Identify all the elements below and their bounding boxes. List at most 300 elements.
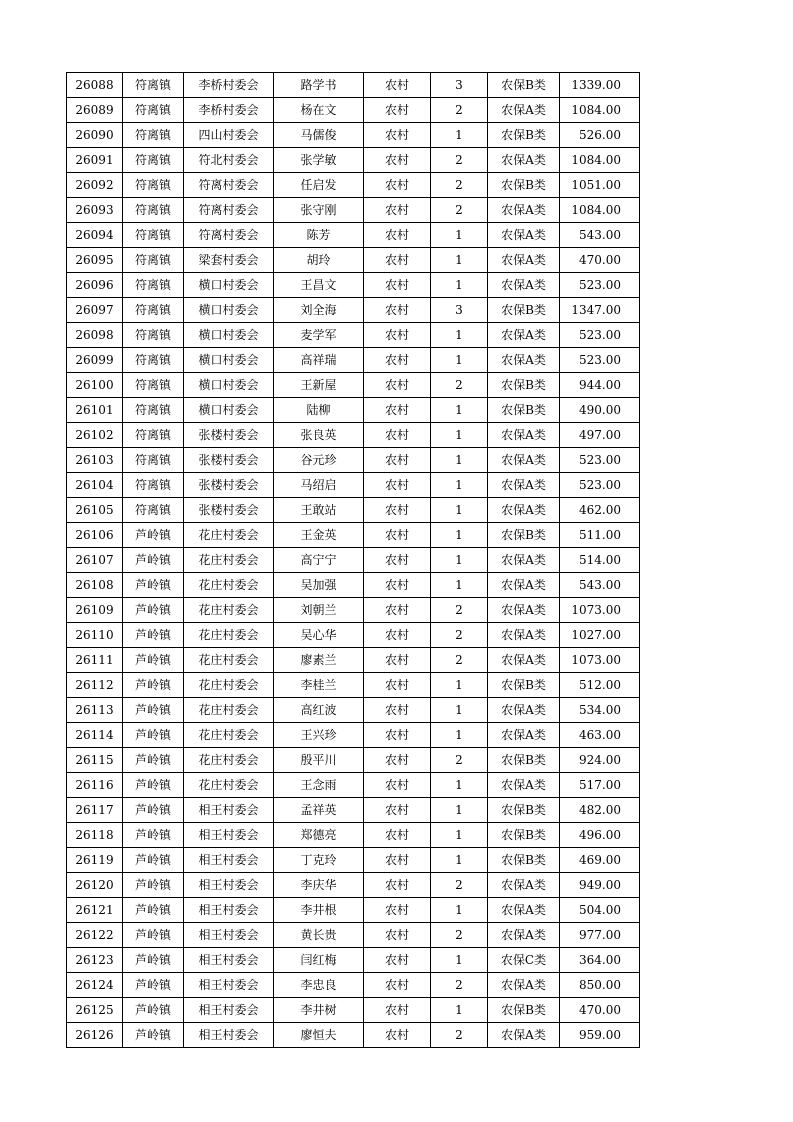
village-committee-cell: 相王村委会	[184, 798, 274, 823]
table-row	[67, 98, 640, 123]
count-cell: 2	[431, 873, 488, 898]
village-committee-cell: 四山村委会	[184, 123, 274, 148]
serial-no-cell: 26100	[67, 373, 123, 398]
household-type-cell: 农村	[364, 998, 431, 1023]
serial-no-cell: 26097	[67, 298, 123, 323]
town-cell: 芦岭镇	[123, 523, 184, 548]
count-cell: 1	[431, 423, 488, 448]
person-name-cell: 胡玲	[274, 248, 364, 273]
table-row	[67, 398, 640, 423]
count-cell: 1	[431, 398, 488, 423]
count-cell: 1	[431, 898, 488, 923]
amount-cell: 1084.00	[560, 198, 640, 223]
person-name-cell: 高宁宁	[274, 548, 364, 573]
table-row	[67, 573, 640, 598]
serial-no-cell: 26088	[67, 73, 123, 98]
person-name-cell: 高祥瑞	[274, 348, 364, 373]
person-name-cell: 孟祥英	[274, 798, 364, 823]
serial-no-cell: 26091	[67, 148, 123, 173]
table-row	[67, 1023, 640, 1048]
serial-no-cell: 26108	[67, 573, 123, 598]
serial-no-cell: 26094	[67, 223, 123, 248]
serial-no-cell: 26105	[67, 498, 123, 523]
person-name-cell: 黄长贵	[274, 923, 364, 948]
insurance-category-cell: 农保A类	[488, 473, 560, 498]
town-cell: 芦岭镇	[123, 873, 184, 898]
insurance-category-cell: 农保A类	[488, 423, 560, 448]
person-name-cell: 马绍启	[274, 473, 364, 498]
household-type-cell: 农村	[364, 748, 431, 773]
village-committee-cell: 相王村委会	[184, 998, 274, 1023]
household-type-cell: 农村	[364, 323, 431, 348]
amount-cell: 543.00	[560, 223, 640, 248]
count-cell: 2	[431, 623, 488, 648]
count-cell: 3	[431, 73, 488, 98]
town-cell: 芦岭镇	[123, 723, 184, 748]
person-name-cell: 吴加强	[274, 573, 364, 598]
serial-no-cell: 26110	[67, 623, 123, 648]
amount-cell: 1339.00	[560, 73, 640, 98]
household-type-cell: 农村	[364, 723, 431, 748]
insurance-category-cell: 农保B类	[488, 173, 560, 198]
household-type-cell: 农村	[364, 248, 431, 273]
insurance-category-cell: 农保A类	[488, 348, 560, 373]
person-name-cell: 路学书	[274, 73, 364, 98]
table-row	[67, 248, 640, 273]
person-name-cell: 李忠良	[274, 973, 364, 998]
count-cell: 1	[431, 498, 488, 523]
table-row	[67, 298, 640, 323]
amount-cell: 469.00	[560, 848, 640, 873]
table-row	[67, 973, 640, 998]
insurance-category-cell: 农保A类	[488, 573, 560, 598]
amount-cell: 1084.00	[560, 148, 640, 173]
household-type-cell: 农村	[364, 448, 431, 473]
count-cell: 2	[431, 973, 488, 998]
person-name-cell: 闫红梅	[274, 948, 364, 973]
person-name-cell: 马儒俊	[274, 123, 364, 148]
town-cell: 符离镇	[123, 148, 184, 173]
person-name-cell: 李井根	[274, 898, 364, 923]
person-name-cell: 谷元珍	[274, 448, 364, 473]
village-committee-cell: 张楼村委会	[184, 423, 274, 448]
town-cell: 芦岭镇	[123, 573, 184, 598]
serial-no-cell: 26104	[67, 473, 123, 498]
household-type-cell: 农村	[364, 848, 431, 873]
amount-cell: 1073.00	[560, 648, 640, 673]
town-cell: 符离镇	[123, 273, 184, 298]
table-row	[67, 798, 640, 823]
table-row	[67, 323, 640, 348]
count-cell: 1	[431, 523, 488, 548]
insurance-category-cell: 农保B类	[488, 73, 560, 98]
village-committee-cell: 相王村委会	[184, 1023, 274, 1048]
household-type-cell: 农村	[364, 598, 431, 623]
village-committee-cell: 横口村委会	[184, 273, 274, 298]
village-committee-cell: 花庄村委会	[184, 598, 274, 623]
village-committee-cell: 梁套村委会	[184, 248, 274, 273]
town-cell: 芦岭镇	[123, 923, 184, 948]
town-cell: 芦岭镇	[123, 848, 184, 873]
village-committee-cell: 符离村委会	[184, 173, 274, 198]
count-cell: 1	[431, 698, 488, 723]
count-cell: 1	[431, 948, 488, 973]
household-type-cell: 农村	[364, 373, 431, 398]
household-type-cell: 农村	[364, 273, 431, 298]
village-committee-cell: 花庄村委会	[184, 748, 274, 773]
serial-no-cell: 26112	[67, 673, 123, 698]
household-type-cell: 农村	[364, 898, 431, 923]
town-cell: 芦岭镇	[123, 948, 184, 973]
household-type-cell: 农村	[364, 923, 431, 948]
table-row	[67, 923, 640, 948]
count-cell: 1	[431, 323, 488, 348]
amount-cell: 949.00	[560, 873, 640, 898]
amount-cell: 463.00	[560, 723, 640, 748]
village-committee-cell: 符北村委会	[184, 148, 274, 173]
amount-cell: 523.00	[560, 323, 640, 348]
table-row	[67, 773, 640, 798]
person-name-cell: 王敢站	[274, 498, 364, 523]
household-type-cell: 农村	[364, 398, 431, 423]
person-name-cell: 廖素兰	[274, 648, 364, 673]
count-cell: 2	[431, 598, 488, 623]
count-cell: 2	[431, 373, 488, 398]
person-name-cell: 陈芳	[274, 223, 364, 248]
village-committee-cell: 花庄村委会	[184, 573, 274, 598]
insurance-category-cell: 农保A类	[488, 923, 560, 948]
table-row	[67, 223, 640, 248]
amount-cell: 512.00	[560, 673, 640, 698]
insurance-category-cell: 农保A类	[488, 148, 560, 173]
count-cell: 1	[431, 848, 488, 873]
table-row	[67, 848, 640, 873]
person-name-cell: 刘全海	[274, 298, 364, 323]
household-type-cell: 农村	[364, 498, 431, 523]
household-type-cell: 农村	[364, 423, 431, 448]
town-cell: 符离镇	[123, 373, 184, 398]
village-committee-cell: 相王村委会	[184, 848, 274, 873]
amount-cell: 977.00	[560, 923, 640, 948]
serial-no-cell: 26117	[67, 798, 123, 823]
table-row	[67, 523, 640, 548]
household-type-cell: 农村	[364, 223, 431, 248]
amount-cell: 523.00	[560, 273, 640, 298]
table-row	[67, 198, 640, 223]
insurance-category-cell: 农保B类	[488, 823, 560, 848]
table-row	[67, 448, 640, 473]
serial-no-cell: 26125	[67, 998, 123, 1023]
count-cell: 2	[431, 1023, 488, 1048]
insurance-category-cell: 农保A类	[488, 698, 560, 723]
household-type-cell: 农村	[364, 348, 431, 373]
person-name-cell: 王金英	[274, 523, 364, 548]
amount-cell: 850.00	[560, 973, 640, 998]
count-cell: 1	[431, 473, 488, 498]
village-committee-cell: 相王村委会	[184, 898, 274, 923]
amount-cell: 534.00	[560, 698, 640, 723]
town-cell: 芦岭镇	[123, 973, 184, 998]
town-cell: 芦岭镇	[123, 673, 184, 698]
serial-no-cell: 26124	[67, 973, 123, 998]
household-type-cell: 农村	[364, 123, 431, 148]
person-name-cell: 杨在文	[274, 98, 364, 123]
town-cell: 符离镇	[123, 248, 184, 273]
household-type-cell: 农村	[364, 973, 431, 998]
table-row	[67, 423, 640, 448]
table-row	[67, 648, 640, 673]
person-name-cell: 殷平川	[274, 748, 364, 773]
insurance-category-cell: 农保A类	[488, 98, 560, 123]
person-name-cell: 李井树	[274, 998, 364, 1023]
insurance-category-cell: 农保A类	[488, 448, 560, 473]
table-row	[67, 748, 640, 773]
amount-cell: 523.00	[560, 348, 640, 373]
village-committee-cell: 花庄村委会	[184, 648, 274, 673]
village-committee-cell: 花庄村委会	[184, 673, 274, 698]
town-cell: 芦岭镇	[123, 698, 184, 723]
insurance-category-cell: 农保B类	[488, 298, 560, 323]
insurance-category-cell: 农保A类	[488, 898, 560, 923]
person-name-cell: 李桂兰	[274, 673, 364, 698]
household-type-cell: 农村	[364, 473, 431, 498]
town-cell: 符离镇	[123, 98, 184, 123]
table-row	[67, 673, 640, 698]
serial-no-cell: 26121	[67, 898, 123, 923]
person-name-cell: 张良英	[274, 423, 364, 448]
insurance-category-cell: 农保A类	[488, 598, 560, 623]
person-name-cell: 廖恒夫	[274, 1023, 364, 1048]
household-type-cell: 农村	[364, 73, 431, 98]
household-type-cell: 农村	[364, 873, 431, 898]
town-cell: 符离镇	[123, 348, 184, 373]
village-committee-cell: 花庄村委会	[184, 523, 274, 548]
town-cell: 芦岭镇	[123, 548, 184, 573]
amount-cell: 944.00	[560, 373, 640, 398]
amount-cell: 496.00	[560, 823, 640, 848]
person-name-cell: 吴心华	[274, 623, 364, 648]
table-row	[67, 873, 640, 898]
serial-no-cell: 26119	[67, 848, 123, 873]
count-cell: 2	[431, 648, 488, 673]
village-committee-cell: 横口村委会	[184, 323, 274, 348]
table-row	[67, 898, 640, 923]
person-name-cell: 高红波	[274, 698, 364, 723]
person-name-cell: 郑德亮	[274, 823, 364, 848]
serial-no-cell: 26114	[67, 723, 123, 748]
insurance-category-cell: 农保A类	[488, 198, 560, 223]
table-row	[67, 723, 640, 748]
village-committee-cell: 张楼村委会	[184, 448, 274, 473]
amount-cell: 526.00	[560, 123, 640, 148]
table-row	[67, 548, 640, 573]
insurance-category-cell: 农保A类	[488, 723, 560, 748]
insurance-category-cell: 农保B类	[488, 673, 560, 698]
village-committee-cell: 张楼村委会	[184, 498, 274, 523]
count-cell: 2	[431, 923, 488, 948]
village-committee-cell: 花庄村委会	[184, 723, 274, 748]
person-name-cell: 刘朝兰	[274, 598, 364, 623]
count-cell: 2	[431, 98, 488, 123]
insurance-category-cell: 农保A类	[488, 1023, 560, 1048]
table-row	[67, 998, 640, 1023]
amount-cell: 523.00	[560, 448, 640, 473]
amount-cell: 1084.00	[560, 98, 640, 123]
town-cell: 芦岭镇	[123, 648, 184, 673]
village-committee-cell: 花庄村委会	[184, 548, 274, 573]
town-cell: 符离镇	[123, 173, 184, 198]
count-cell: 2	[431, 148, 488, 173]
town-cell: 符离镇	[123, 448, 184, 473]
amount-cell: 543.00	[560, 573, 640, 598]
village-committee-cell: 张楼村委会	[184, 473, 274, 498]
insurance-category-cell: 农保B类	[488, 748, 560, 773]
amount-cell: 517.00	[560, 773, 640, 798]
serial-no-cell: 26116	[67, 773, 123, 798]
serial-no-cell: 26099	[67, 348, 123, 373]
person-name-cell: 李庆华	[274, 873, 364, 898]
serial-no-cell: 26095	[67, 248, 123, 273]
amount-cell: 1073.00	[560, 598, 640, 623]
insurance-category-cell: 农保B类	[488, 998, 560, 1023]
town-cell: 芦岭镇	[123, 823, 184, 848]
village-committee-cell: 李桥村委会	[184, 73, 274, 98]
table-row	[67, 948, 640, 973]
amount-cell: 482.00	[560, 798, 640, 823]
village-committee-cell: 横口村委会	[184, 398, 274, 423]
village-committee-cell: 符离村委会	[184, 223, 274, 248]
amount-cell: 462.00	[560, 498, 640, 523]
village-committee-cell: 横口村委会	[184, 348, 274, 373]
table-row	[67, 173, 640, 198]
insurance-category-cell: 农保A类	[488, 623, 560, 648]
insurance-category-cell: 农保A类	[488, 548, 560, 573]
serial-no-cell: 26092	[67, 173, 123, 198]
table-row	[67, 123, 640, 148]
serial-no-cell: 26093	[67, 198, 123, 223]
serial-no-cell: 26096	[67, 273, 123, 298]
household-type-cell: 农村	[364, 523, 431, 548]
table-row	[67, 73, 640, 98]
count-cell: 1	[431, 998, 488, 1023]
town-cell: 符离镇	[123, 73, 184, 98]
village-committee-cell: 李桥村委会	[184, 98, 274, 123]
count-cell: 1	[431, 348, 488, 373]
serial-no-cell: 26089	[67, 98, 123, 123]
serial-no-cell: 26103	[67, 448, 123, 473]
table-row	[67, 598, 640, 623]
amount-cell: 470.00	[560, 998, 640, 1023]
town-cell: 符离镇	[123, 223, 184, 248]
town-cell: 芦岭镇	[123, 998, 184, 1023]
insurance-category-cell: 农保A类	[488, 273, 560, 298]
count-cell: 1	[431, 773, 488, 798]
person-name-cell: 王兴珍	[274, 723, 364, 748]
count-cell: 1	[431, 273, 488, 298]
count-cell: 1	[431, 448, 488, 473]
count-cell: 1	[431, 548, 488, 573]
amount-cell: 1027.00	[560, 623, 640, 648]
serial-no-cell: 26123	[67, 948, 123, 973]
village-committee-cell: 横口村委会	[184, 298, 274, 323]
person-name-cell: 王昌文	[274, 273, 364, 298]
household-type-cell: 农村	[364, 798, 431, 823]
person-name-cell: 张守刚	[274, 198, 364, 223]
village-committee-cell: 花庄村委会	[184, 698, 274, 723]
serial-no-cell: 26115	[67, 748, 123, 773]
table-body	[67, 73, 640, 1048]
insurance-category-cell: 农保A类	[488, 248, 560, 273]
insurance-category-cell: 农保B类	[488, 123, 560, 148]
serial-no-cell: 26120	[67, 873, 123, 898]
serial-no-cell: 26118	[67, 823, 123, 848]
household-type-cell: 农村	[364, 198, 431, 223]
amount-cell: 504.00	[560, 898, 640, 923]
serial-no-cell: 26111	[67, 648, 123, 673]
serial-no-cell: 26102	[67, 423, 123, 448]
table-row	[67, 373, 640, 398]
count-cell: 1	[431, 723, 488, 748]
table-row	[67, 148, 640, 173]
person-name-cell: 王念雨	[274, 773, 364, 798]
town-cell: 符离镇	[123, 198, 184, 223]
table-row	[67, 273, 640, 298]
household-type-cell: 农村	[364, 673, 431, 698]
insurance-category-cell: 农保A类	[488, 223, 560, 248]
household-type-cell: 农村	[364, 648, 431, 673]
household-type-cell: 农村	[364, 773, 431, 798]
person-name-cell: 麦学军	[274, 323, 364, 348]
count-cell: 3	[431, 298, 488, 323]
village-committee-cell: 花庄村委会	[184, 773, 274, 798]
household-type-cell: 农村	[364, 548, 431, 573]
town-cell: 符离镇	[123, 498, 184, 523]
town-cell: 芦岭镇	[123, 898, 184, 923]
village-committee-cell: 相王村委会	[184, 973, 274, 998]
town-cell: 符离镇	[123, 423, 184, 448]
serial-no-cell: 26106	[67, 523, 123, 548]
household-type-cell: 农村	[364, 698, 431, 723]
town-cell: 芦岭镇	[123, 598, 184, 623]
count-cell: 2	[431, 198, 488, 223]
household-type-cell: 农村	[364, 173, 431, 198]
amount-cell: 514.00	[560, 548, 640, 573]
count-cell: 2	[431, 748, 488, 773]
insurance-category-cell: 农保A类	[488, 773, 560, 798]
serial-no-cell: 26122	[67, 923, 123, 948]
town-cell: 芦岭镇	[123, 1023, 184, 1048]
serial-no-cell: 26113	[67, 698, 123, 723]
village-committee-cell: 相王村委会	[184, 923, 274, 948]
table-row	[67, 823, 640, 848]
village-committee-cell: 符离村委会	[184, 198, 274, 223]
serial-no-cell: 26109	[67, 598, 123, 623]
serial-no-cell: 26090	[67, 123, 123, 148]
village-committee-cell: 横口村委会	[184, 373, 274, 398]
insurance-category-cell: 农保B类	[488, 373, 560, 398]
person-name-cell: 陆柳	[274, 398, 364, 423]
count-cell: 1	[431, 223, 488, 248]
amount-cell: 364.00	[560, 948, 640, 973]
town-cell: 芦岭镇	[123, 748, 184, 773]
table-row	[67, 623, 640, 648]
town-cell: 芦岭镇	[123, 798, 184, 823]
town-cell: 符离镇	[123, 398, 184, 423]
town-cell: 符离镇	[123, 123, 184, 148]
amount-cell: 959.00	[560, 1023, 640, 1048]
amount-cell: 470.00	[560, 248, 640, 273]
town-cell: 符离镇	[123, 323, 184, 348]
